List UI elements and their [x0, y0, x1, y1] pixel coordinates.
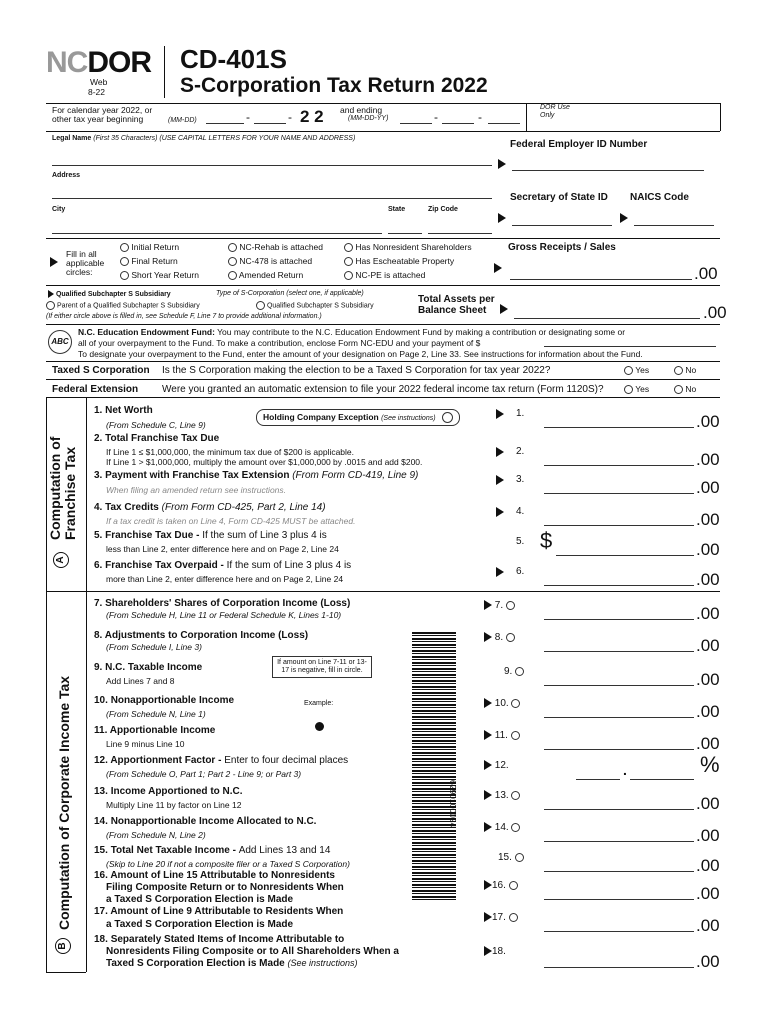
taxed-s-question: Is the S Corporation making the election to be a Taxed S Corporation for tax year 2022? [162, 365, 551, 376]
line2-title: 2. Total Franchise Tax Due [94, 433, 220, 444]
line4-field[interactable] [544, 512, 694, 526]
line12-whole[interactable] [576, 766, 620, 780]
line14-field[interactable] [544, 828, 694, 842]
sos-id-field[interactable] [512, 220, 612, 226]
fein-field[interactable] [512, 165, 704, 171]
negative-note: If amount on Line 7-11 or 13-17 is negative, fill in circle. [272, 656, 372, 678]
form-version: 8-22 [88, 87, 106, 97]
line1-title: 1. Net Worth [94, 405, 153, 416]
example-label: Example: [304, 700, 334, 707]
legal-name-field[interactable] [52, 160, 492, 166]
abc-logo-icon: ABC [48, 330, 72, 354]
state-label: State [388, 206, 406, 213]
line9-negative-radio[interactable] [515, 667, 524, 676]
line10-field[interactable] [544, 704, 694, 718]
line3-sub: When filing an amended return see instructions. [106, 485, 287, 495]
zip-field[interactable] [428, 228, 492, 234]
qsub-title: Qualified Subchapter S Subsidiary [48, 290, 171, 298]
holding-company-radio[interactable] [442, 412, 453, 423]
address-field[interactable] [52, 193, 492, 199]
naics-label: NAICS Code [630, 192, 689, 203]
endowment-amount[interactable] [544, 341, 716, 347]
city-label: City [52, 206, 66, 213]
extension-no[interactable]: No [674, 384, 696, 394]
line16-sub2: a Taxed S Corporation Election is Made [106, 894, 294, 905]
opt-short-year[interactable]: Short Year Return [120, 270, 199, 280]
holding-company-box: Holding Company Exception (See instructions) [256, 409, 460, 426]
line9-title: 9. N.C. Taxable Income [94, 662, 203, 673]
line2-sub2: If Line 1 > $1,000,000, multiply the amount over $1,000,000 by .0015 and add $200. [106, 457, 423, 467]
ncdor-logo: NCDOR [46, 46, 152, 79]
end-dd[interactable] [442, 118, 474, 124]
line5-sub: less than Line 2, enter difference here and on Page 2, Line 24 [106, 544, 339, 554]
qsub-note2: (If either circle above is filled in, see Schedule F, Line 7 to provide additional information.) [46, 313, 322, 320]
begin-yy: 2 2 [300, 107, 324, 126]
line18-title: 18. Separately Stated Items of Income Attributable to [94, 934, 345, 945]
total-assets-label: Total Assets per Balance Sheet [418, 294, 495, 316]
line6-title: 6. Franchise Tax Overpaid - If the sum of Line 3 plus 4 is [94, 560, 352, 571]
ending-label: and ending [340, 105, 383, 115]
taxed-s-label: Taxed S Corporation [52, 365, 150, 376]
line8-title: 8. Adjustments to Corporation Income (Loss) [94, 630, 309, 641]
line16-field[interactable] [544, 886, 694, 900]
section-b-letter: B [55, 938, 71, 954]
endowment-line3: To designate your overpayment to the Fund, enter the amount of your designation on Page 2, Line 33. See instructions for information about the Fund. [78, 349, 643, 359]
tax-year-line2: other tax year beginning [52, 114, 144, 124]
line17-sub: a Taxed S Corporation Election is Made [106, 919, 294, 930]
tax-year-fmt2: (MM-DD-YY) [348, 115, 389, 122]
barcode-text: 6290100024 [448, 780, 458, 828]
line16-sub: Filing Composite Return or to Nonresidents When [106, 882, 344, 893]
line7-sub: (From Schedule H, Line 11 or Federal Schedule K, Lines 1-10) [106, 610, 342, 620]
gross-receipts-field[interactable] [510, 266, 692, 280]
line1-field[interactable] [544, 414, 694, 428]
line15-negative-radio[interactable] [515, 853, 524, 862]
begin-dd[interactable] [254, 118, 286, 124]
opt-escheatable[interactable]: Has Escheatable Property [344, 256, 454, 266]
extension-yes[interactable]: Yes [624, 384, 649, 394]
line2-field[interactable] [544, 452, 694, 466]
section-a-letter: A [53, 552, 69, 568]
line11-sub: Line 9 minus Line 10 [106, 739, 185, 749]
extension-question: Were you granted an automatic extension to file your 2022 federal income tax return (Form 1120S)? [162, 384, 604, 395]
opt-nc-pe[interactable]: NC-PE is attached [344, 270, 425, 280]
line13-negative-radio[interactable] [511, 791, 520, 800]
line15-sub: (Skip to Line 20 if not a composite filer or a Taxed S Corporation) [106, 859, 350, 869]
line15-title: 15. Total Net Taxable Income - Add Lines 13 and 14 [94, 845, 331, 856]
sos-id-label: Secretary of State ID [510, 192, 608, 203]
opt-final-return[interactable]: Final Return [120, 256, 178, 266]
line10-negative-radio[interactable] [511, 699, 520, 708]
tax-year-fmt1: (MM-DD) [168, 117, 197, 124]
line11-field[interactable] [544, 736, 694, 750]
line17-negative-radio[interactable] [509, 913, 518, 922]
total-assets-field[interactable] [514, 305, 700, 319]
line18-field[interactable] [544, 954, 694, 968]
line16-title: 16. Amount of Line 15 Attributable to Nonresidents [94, 870, 335, 881]
dollar-sign: $ [540, 528, 553, 553]
state-field[interactable] [388, 228, 422, 234]
line5-title: 5. Franchise Tax Due - If the sum of Line 3 plus 4 is [94, 530, 327, 541]
legal-name-label: Legal Name (First 35 Characters) (USE CAPITAL LETTERS FOR YOUR NAME AND ADDRESS) [52, 135, 356, 142]
qsub-opt-sub[interactable]: Qualified Subchapter S Subsidiary [256, 301, 374, 310]
line4-title: 4. Tax Credits (From Form CD-425, Part 2, Line 14) [94, 502, 326, 513]
end-mm[interactable] [400, 118, 432, 124]
line17-title: 17. Amount of Line 9 Attributable to Residents When [94, 906, 344, 917]
line2-sub: If Line 1 ≤ $1,000,000, the minimum tax due of $200 is applicable. [106, 447, 355, 457]
line12-title: 12. Apportionment Factor - Enter to four decimal places [94, 755, 349, 766]
line10-sub: (From Schedule N, Line 1) [106, 709, 206, 719]
line1-sub: (From Schedule C, Line 9) [106, 420, 206, 430]
extension-label: Federal Extension [52, 384, 139, 395]
line13-field[interactable] [544, 796, 694, 810]
tax-year-line1: For calendar year 2022, or [52, 105, 153, 115]
example-filled-circle [315, 722, 324, 731]
line12-sub: (From Schedule O, Part 1; Part 2 - Line 9; or Part 3) [106, 769, 302, 779]
line15-field[interactable] [544, 858, 694, 872]
line6-sub: more than Line 2, enter difference here and on Page 2, Line 24 [106, 574, 344, 584]
fill-in-label: Fill in all applicable circles: [66, 249, 105, 277]
form-title: S-Corporation Tax Return 2022 [180, 74, 488, 97]
line13-title: 13. Income Apportioned to N.C. [94, 786, 243, 797]
line11-title: 11. Apportionable Income [94, 725, 216, 736]
line8-field[interactable] [544, 638, 694, 652]
line17-field[interactable] [544, 918, 694, 932]
opt-amended[interactable]: Amended Return [228, 270, 303, 280]
web-label: Web [90, 77, 108, 87]
section-a-title: Computation of Franchise Tax [47, 436, 78, 540]
line14-negative-radio[interactable] [511, 823, 520, 832]
qsub-opt-parent[interactable]: Parent of a Qualified Subchapter S Subsidiary [46, 301, 200, 310]
naics-field[interactable] [634, 220, 714, 226]
endowment-line2: all of your overpayment to the Fund. To make a contribution, enclose Form NC-EDU and your payment of $ [78, 338, 481, 348]
line16-negative-radio[interactable] [509, 881, 518, 890]
line18-sub2: Taxed S Corporation Election is Made (See instructions) [106, 958, 358, 969]
opt-nc-478[interactable]: NC-478 is attached [228, 256, 312, 266]
barcode [412, 632, 456, 902]
line3-title: 3. Payment with Franchise Tax Extension (From Form CD-419, Line 9) [94, 470, 419, 481]
line7-field[interactable] [544, 606, 694, 620]
line4-sub: If a tax credit is taken on Line 4, Form CD-425 MUST be attached. [106, 516, 356, 526]
fein-label: Federal Employer ID Number [510, 139, 648, 150]
line7-title: 7. Shareholders' Shares of Corporation Income (Loss) [94, 598, 351, 609]
taxed-s-no[interactable]: No [674, 365, 696, 375]
end-yy[interactable] [488, 118, 520, 124]
form-number: CD-401S [180, 44, 287, 74]
line11-negative-radio[interactable] [511, 731, 520, 740]
begin-mm[interactable] [206, 118, 244, 124]
endowment-line1: N.C. Education Endowment Fund: You may contribute to the N.C. Education Endowment Fund by making a contribution or designating some or [78, 327, 626, 337]
dor-use-only: DOR Use Only [540, 104, 570, 119]
line14-title: 14. Nonapportionable Income Allocated to N.C. [94, 816, 317, 827]
line9-field[interactable] [544, 672, 694, 686]
address-label: Address [52, 172, 81, 179]
percent-sign: % [700, 752, 720, 777]
taxed-s-yes[interactable]: Yes [624, 365, 649, 375]
opt-nc-rehab[interactable]: NC-Rehab is attached [228, 242, 323, 252]
line14-sub: (From Schedule N, Line 2) [106, 830, 206, 840]
city-field[interactable] [52, 228, 382, 234]
opt-initial-return[interactable]: Initial Return [120, 242, 179, 252]
line10-title: 10. Nonapportionable Income [94, 695, 235, 706]
line7-negative-radio[interactable] [506, 601, 515, 610]
line5-field[interactable] [556, 542, 694, 556]
gross-receipts-label: Gross Receipts / Sales [508, 242, 616, 253]
line8-sub: (From Schedule I, Line 3) [106, 642, 202, 652]
line18-sub: Nonresidents Filing Composite or to All Shareholders When a [106, 946, 399, 957]
line13-sub: Multiply Line 11 by factor on Line 12 [106, 800, 242, 810]
line3-field[interactable] [544, 480, 694, 494]
line6-field[interactable] [544, 572, 694, 586]
section-b-title: Computation of Corporate Income Tax [56, 675, 72, 930]
line9-sub: Add Lines 7 and 8 [106, 676, 175, 686]
qsub-note: Type of S-Corporation (select one, if applicable) [216, 290, 364, 297]
line12-decimal[interactable] [630, 766, 694, 780]
line8-negative-radio[interactable] [506, 633, 515, 642]
zip-label: Zip Code [428, 206, 458, 213]
opt-nonresident[interactable]: Has Nonresident Shareholders [344, 242, 472, 252]
